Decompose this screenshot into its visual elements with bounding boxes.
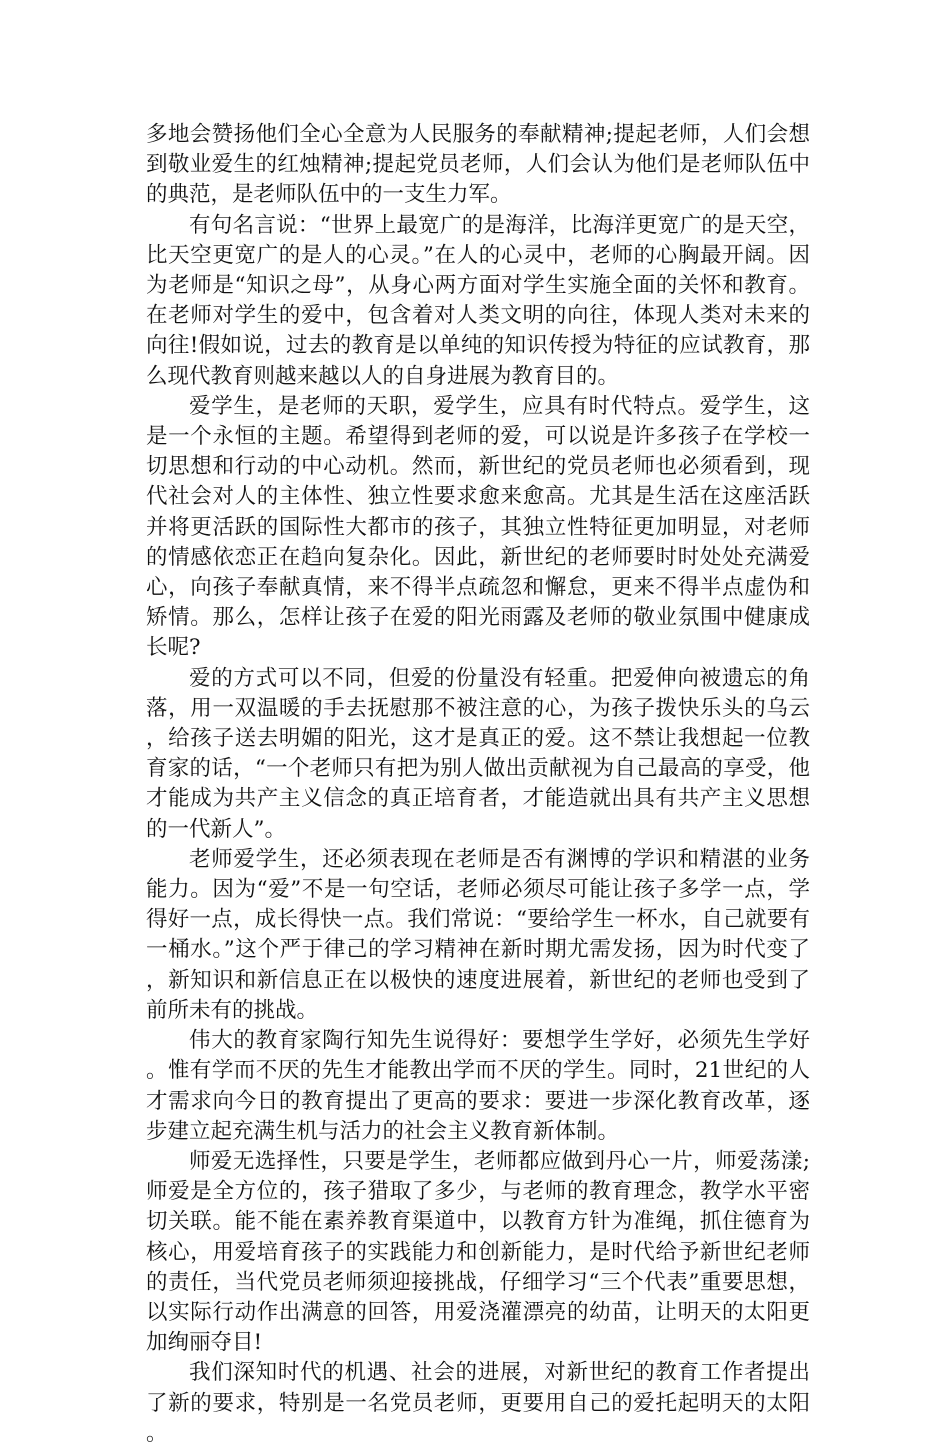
- paragraph-2: 有句名言说：“世界上最宽广的是海洋，比海洋更宽广的是天空，比天空更宽广的是人的心灵。”在人的心灵中，老师的心胸最开阔。因为老师是“知识之母”，从身心两方面对学生实施全面的关怀和教育。在老师对学生的爱中，包含着对人类文明的向往，体现人类对未来的向往!假如说，过去的教育是以单纯的知识传授为特征的应试教育，那么现代教育则越来越以人的自身进展为教育目的。: [146, 212, 810, 389]
- paragraph-1: 多地会赞扬他们全心全意为人民服务的奉献精神;提起老师，人们会想到敬业爱生的红烛精神;提起党员老师，人们会认为他们是老师队伍中的典范，是老师队伍中的一支生力军。: [146, 122, 810, 208]
- paragraph-5: 老师爱学生，还必须表现在老师是否有渊博的学识和精湛的业务能力。因为“爱”不是一句空话，老师必须尽可能让孩子多学一点，学得好一点，成长得快一点。我们常说：“要给学生一杯水，自己就要有一桶水。”这个严于律己的学习精神在新时期尤需发扬，因为时代变了，新知识和新信息正在以极快的速度进展着，新世纪的老师也受到了前所未有的挑战。: [146, 846, 810, 1023]
- paragraph-8: 我们深知时代的机遇、社会的进展，对新世纪的教育工作者提出了新的要求，特别是一名党员老师，更要用自己的爱托起明天的太阳。: [146, 1360, 810, 1446]
- document-body: [146, 120, 810, 1449]
- paragraph-3: 爱学生，是老师的天职，爱学生，应具有时代特点。爱学生，这是一个永恒的主题。希望得到老师的爱，可以说是许多孩子在学校一切思想和行动的中心动机。然而，新世纪的党员老师也必须看到，现代社会对人的主体性、独立性要求愈来愈高。尤其是生活在这座活跃并将更活跃的国际性大都市的孩子，其独立性特征更加明显，对老师的情感依恋正在趋向复杂化。因此，新世纪的老师要时时处处充满爱心，向孩子奉献真情，来不得半点疏忽和懈怠，更来不得半点虚伪和矫情。那么，怎样让孩子在爱的阳光雨露及老师的敬业氛围中健康成长呢?: [146, 393, 810, 661]
- paragraph-7: 师爱无选择性，只要是学生，老师都应做到丹心一片，师爱荡漾;师爱是全方位的，孩子猎取了多少，与老师的教育理念，教学水平密切关联。能不能在素养教育渠道中，以教育方针为准绳，抓住德育为核心，用爱培育孩子的实践能力和创新能力，是时代给予新世纪老师的责任，当代党员老师须迎接挑战，仔细学习“三个代表”重要思想，以实际行动作出满意的回答，用爱浇灌漂亮的幼苗，让明天的太阳更加绚丽夺目!: [146, 1148, 810, 1356]
- paragraph-4: 爱的方式可以不同，但爱的份量没有轻重。把爱伸向被遗忘的角落，用一双温暖的手去抚慰那不被注意的心，为孩子拨快乐头的乌云，给孩子送去明媚的阳光，这才是真正的爱。这不禁让我想起一位教育家的话，“一个老师只有把为别人做出贡献视为自己最高的享受，他才能成为共产主义信念的真正培育者，才能造就出具有共产主义思想的一代新人”。: [146, 665, 810, 842]
- paragraph-6: 伟大的教育家陶行知先生说得好：要想学生学好，必须先生学好。惟有学而不厌的先生才能教出学而不厌的学生。同时，21世纪的人才需求向今日的教育提出了更高的要求：要进一步深化教育改革，逐步建立起充满生机与活力的社会主义教育新体制。: [146, 1028, 810, 1144]
